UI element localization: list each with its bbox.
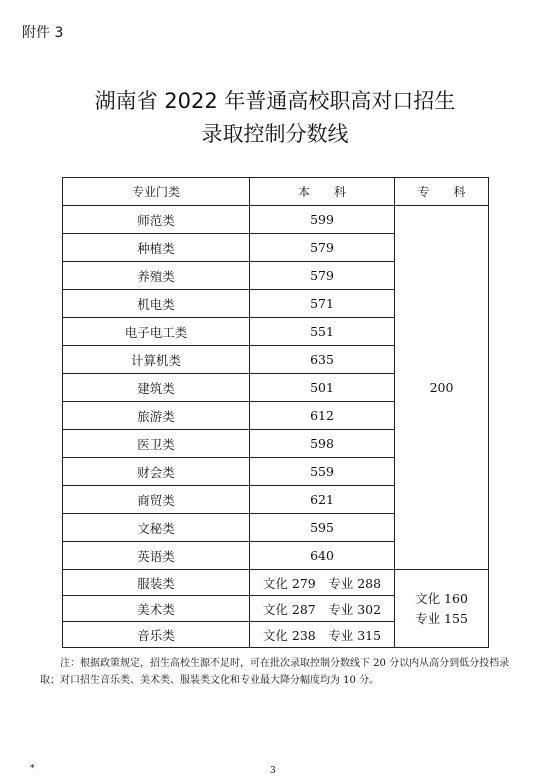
undergrad-score-cell: 579 <box>250 234 395 262</box>
category-cell: 商贸类 <box>63 486 250 514</box>
footnote: 注：根据政策规定，招生高校生源不足时，可在批次录取控制分数线下 20 分以内从高分到低分投档录取；对口招生音乐类、美术类、服装类文化和专业最大降分幅度均为 10 分。 <box>40 658 510 686</box>
undergrad-score-cell: 文化 279 专业 288 <box>250 570 395 596</box>
undergrad-score-cell: 635 <box>250 346 395 374</box>
category-cell: 音乐类 <box>63 622 250 648</box>
category-cell: 建筑类 <box>63 374 250 402</box>
college-arts-major: 专业 155 <box>415 610 468 626</box>
college-score-cell-general: 200 <box>395 206 489 570</box>
category-cell: 机电类 <box>63 290 250 318</box>
table-row <box>63 570 489 596</box>
undergrad-score-cell: 501 <box>250 374 395 402</box>
college-arts-culture: 文化 160 <box>415 590 468 606</box>
category-cell: 服装类 <box>63 570 250 596</box>
table-row <box>63 206 489 234</box>
undergrad-score-cell: 571 <box>250 290 395 318</box>
undergrad-score-cell: 551 <box>250 318 395 346</box>
undergrad-score-cell: 文化 287 专业 302 <box>250 596 395 622</box>
undergrad-score-cell: 595 <box>250 514 395 542</box>
college-score-cell-arts <box>395 570 489 648</box>
page-number: 3 <box>270 766 276 776</box>
corner-mark: * <box>30 764 35 774</box>
table-header-row <box>63 178 489 206</box>
page-title-line2: 录取控制分数线 <box>201 122 349 146</box>
category-cell: 师范类 <box>63 206 250 234</box>
category-cell: 计算机类 <box>63 346 250 374</box>
undergrad-score-cell: 598 <box>250 430 395 458</box>
category-cell: 美术类 <box>63 596 250 622</box>
header-undergrad: 本 科 <box>250 178 395 206</box>
undergrad-score-cell: 640 <box>250 542 395 570</box>
category-cell: 财会类 <box>63 458 250 486</box>
undergrad-score-cell: 文化 238 专业 315 <box>250 622 395 648</box>
undergrad-score-cell: 559 <box>250 458 395 486</box>
attachment-label: 附件 3 <box>22 25 64 41</box>
score-table <box>62 177 489 648</box>
category-cell: 英语类 <box>63 542 250 570</box>
category-cell: 种植类 <box>63 234 250 262</box>
category-cell: 旅游类 <box>63 402 250 430</box>
undergrad-score-cell: 599 <box>250 206 395 234</box>
category-cell: 文秘类 <box>63 514 250 542</box>
undergrad-score-cell: 612 <box>250 402 395 430</box>
undergrad-score-cell: 621 <box>250 486 395 514</box>
header-category: 专业门类 <box>63 178 250 206</box>
category-cell: 医卫类 <box>63 430 250 458</box>
page-title-line1: 湖南省 2022 年普通高校职高对口招生 <box>94 89 456 113</box>
category-cell: 电子电工类 <box>63 318 250 346</box>
category-cell: 养殖类 <box>63 262 250 290</box>
header-college: 专 科 <box>395 178 489 206</box>
undergrad-score-cell: 579 <box>250 262 395 290</box>
